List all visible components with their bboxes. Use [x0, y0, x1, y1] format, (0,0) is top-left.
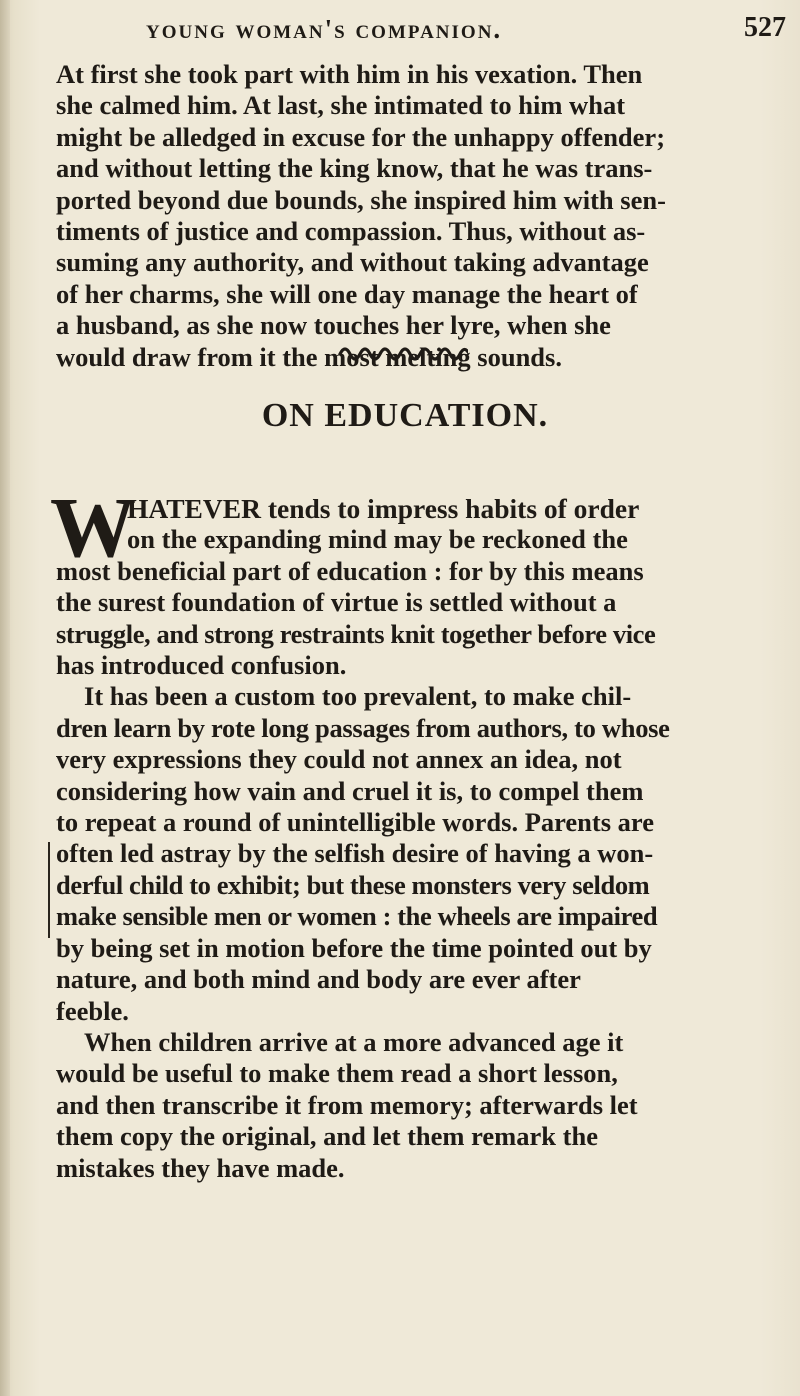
- text-line: often led astray by the selfish desire of having a won-: [56, 838, 654, 869]
- text-line: on the expanding mind may be reckoned the: [127, 524, 628, 555]
- page-number: 527: [744, 12, 786, 43]
- text-line: HATEVER tends to impress habits of order: [127, 493, 640, 524]
- text-line: most beneficial part of education : for by this means: [56, 555, 644, 586]
- drop-cap: W: [50, 479, 136, 575]
- text-line: has introduced confusion.: [56, 650, 347, 681]
- text-line: and without letting the king know, that he was trans-: [56, 153, 653, 184]
- text-line: a husband, as she now touches her lyre, when she: [56, 310, 611, 341]
- text-line: mistakes they have made.: [56, 1152, 345, 1183]
- section-title: ON EDUCATION.: [261, 397, 549, 434]
- text-line: timents of justice and compassion. Thus, without as-: [56, 216, 646, 247]
- text-line: would be useful to make them read a short lesson,: [56, 1058, 618, 1089]
- text-line: It has been a custom too prevalent, to make chil-: [84, 681, 632, 712]
- text-line: make sensible men or women : the wheels are impaired: [56, 901, 658, 932]
- page-binding-edge: [0, 0, 10, 1396]
- text-line: suming any authority, and without taking advantage: [56, 247, 649, 278]
- text-line: dren learn by rote long passages from authors, to whose: [56, 712, 670, 743]
- text-line: and then transcribe it from memory; afterwards let: [56, 1089, 638, 1120]
- text-line: feeble.: [56, 995, 129, 1026]
- running-title: young woman's companion.: [146, 14, 503, 44]
- running-head: [0, 10, 800, 50]
- text-line: might be alledged in excuse for the unhappy offender;: [56, 121, 666, 152]
- text-line: very expressions they could not annex an idea, not: [56, 744, 622, 775]
- paragraph-1: [56, 59, 756, 373]
- text-line: the surest foundation of virtue is settled without a: [56, 587, 617, 618]
- text-line: she calmed him. At last, she intimated to him what: [56, 90, 626, 121]
- paragraph-2: [56, 493, 756, 1184]
- text-line: derful child to exhibit; but these monsters very seldom: [56, 869, 650, 900]
- decorative-ornament: [338, 340, 468, 362]
- text-line: by being set in motion before the time pointed out by: [56, 932, 652, 963]
- text-line: struggle, and strong restraints knit together before vice: [56, 618, 656, 649]
- margin-rule: [48, 842, 50, 938]
- text-line: them copy the original, and let them remark the: [56, 1121, 598, 1152]
- text-line: When children arrive at a more advanced age it: [84, 1026, 624, 1057]
- text-line: At first she took part with him in his vexation. Then: [56, 59, 643, 89]
- text-line: would draw from it the most melting sounds.: [56, 341, 562, 372]
- text-line: to repeat a round of unintelligible words. Parents are: [56, 807, 654, 838]
- text-line: nature, and both mind and body are ever after: [56, 964, 581, 995]
- text-line: considering how vain and cruel it is, to compel them: [56, 775, 644, 806]
- text-line: of her charms, she will one day manage the heart of: [56, 278, 638, 309]
- text-line: ported beyond due bounds, she inspired him with sen-: [56, 184, 666, 215]
